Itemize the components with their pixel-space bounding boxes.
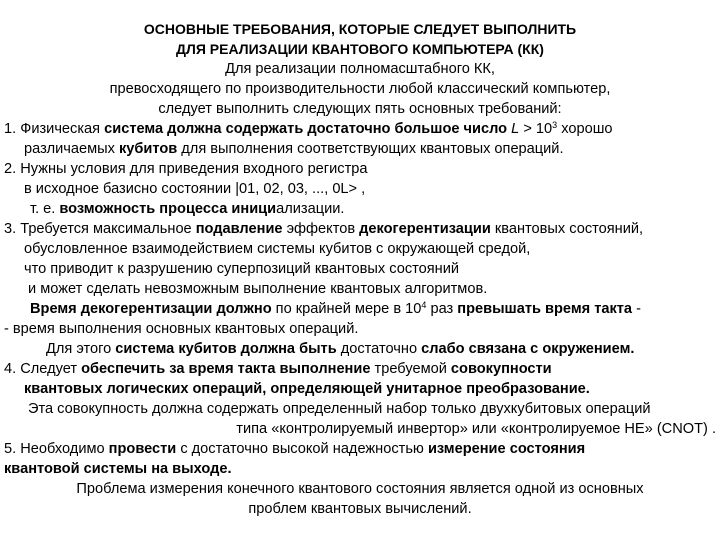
req4-line-3: Эта совокупность должна содержать определенный набор только двухкубитовых операций [28, 401, 651, 417]
req3-line-2: обусловленное взаимодействием системы кубитов с окружающей средой, [24, 241, 531, 257]
req4-line-4: типа «контролируемый инвертор» или «контролируемое НЕ» (CNOT) . [236, 421, 716, 437]
req5-line-3: Проблема измерения конечного квантового состояния является одной из основных [76, 481, 644, 497]
req1-line-2: различаемых кубитов для выполнения соответствующих квантовых операций. [24, 141, 564, 157]
req4-line-2: квантовых логических операций, определяющей унитарное преобразование. [24, 381, 590, 397]
req2-line-1: 2. Нужны условия для приведения входного регистра [4, 161, 368, 177]
req3-line-1: 3. Требуется максимальное подавление эффектов декогерентизации квантовых состояний, [4, 221, 644, 237]
req3-line-3: что приводит к разрушению суперпозиций квантовых состояний [24, 261, 460, 277]
title-line-1: ОСНОВНЫЕ ТРЕБОВАНИЯ, КОТОРЫЕ СЛЕДУЕТ ВЫПОЛНИТЬ [143, 21, 577, 37]
req2-line-2: в исходное базисно состоянии |01, 02, 03, ..., 0L> , [24, 181, 366, 197]
intro-line-1: Для реализации полномасштабного КК, [225, 61, 495, 77]
req3-line-7: Для этого система кубитов должна быть достаточно слабо связана с окружением. [46, 341, 635, 357]
title-line-2: ДЛЯ РЕАЛИЗАЦИИ КВАНТОВОГО КОМПЬЮТЕРА (КК) [176, 41, 544, 57]
intro-line-2: превосходящего по производительности любой классический компьютер, [109, 81, 611, 97]
req1-line-1: 1. Физическая система должна содержать достаточно большое число $L > 10^3$ хорошо [4, 120, 613, 137]
req4-line-1: 4. Следует обеспечить за время такта выполнение требуемой совокупности [4, 361, 552, 377]
req3-line-5: Время декогерентизации должно по крайней мере в $10^4$ раз превышать время такта - [30, 300, 641, 317]
req5-line-1: 5. Необходимо провести с достаточно высокой надежностью измерение состояния [4, 441, 586, 457]
req5-line-4: проблем квантовых вычислений. [248, 501, 472, 517]
req2-line-3: т. е. возможность процесса инициализации. [30, 201, 345, 217]
req3-line-4: и может сделать невозможным выполнение квантовых алгоритмов. [28, 281, 488, 297]
req5-line-2: квантовой системы на выходе. [4, 461, 232, 477]
req3-line-6: - время выполнения основных квантовых операций. [4, 321, 359, 337]
intro-line-3: следует выполнить следующих пять основных требований: [158, 101, 562, 117]
